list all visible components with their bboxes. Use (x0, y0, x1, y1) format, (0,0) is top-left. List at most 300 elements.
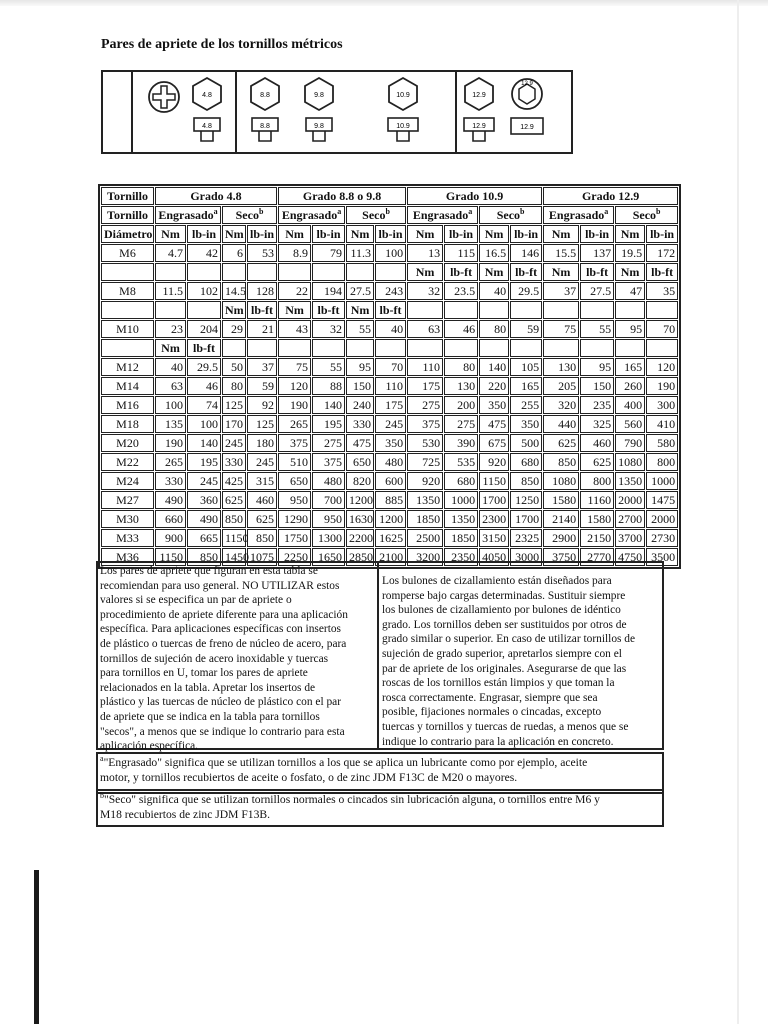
torque-value-cell: 95 (580, 358, 614, 376)
torque-value-cell: 40 (155, 358, 186, 376)
table-header-row (101, 206, 678, 224)
torque-value-cell: 3000 (510, 548, 542, 566)
torque-value-cell: 475 (479, 415, 509, 433)
footnote-seco (96, 789, 664, 827)
torque-value-cell: 235 (580, 396, 614, 414)
torque-value-cell: 900 (155, 529, 186, 547)
scan-left-edge (34, 870, 39, 1024)
socket-bolt-side-icon (509, 116, 545, 138)
torque-value-cell: 275 (407, 396, 443, 414)
torque-value-cell: 560 (615, 415, 645, 433)
torque-value-cell: 255 (510, 396, 542, 414)
unit-cell: Nm (155, 339, 186, 357)
torque-value-cell: 3700 (615, 529, 645, 547)
torque-value-cell: 50 (222, 358, 246, 376)
unit-header: Nm (222, 225, 246, 243)
torque-value-cell: 190 (278, 396, 311, 414)
note-line: de plástico o tuercas de freno de núcleo de acero, para (100, 637, 347, 650)
torque-value-cell (444, 339, 478, 357)
table-row (101, 377, 678, 395)
torque-value-cell: 2850 (346, 548, 374, 566)
torque-value-cell: 850 (187, 548, 221, 566)
bolt-head-mark: 8.8 (260, 92, 270, 99)
torque-value-cell: 95 (346, 358, 374, 376)
nut-mark: 9.8 (314, 123, 324, 130)
torque-value-cell: 70 (375, 358, 406, 376)
torque-value-cell: 350 (510, 415, 542, 433)
torque-value-cell: 74 (187, 396, 221, 414)
unit-header: Nm (543, 225, 579, 243)
torque-value-cell: 110 (375, 377, 406, 395)
torque-value-cell: 1630 (346, 510, 374, 528)
torque-value-cell: 2325 (510, 529, 542, 547)
torque-value-cell: 32 (312, 320, 345, 338)
column-header: Tornillo (101, 206, 154, 224)
condition-label: Engrasado (412, 207, 469, 222)
torque-value-cell (580, 301, 614, 319)
torque-value-cell: 675 (479, 434, 509, 452)
condition-label: Engrasado (281, 207, 338, 222)
unit-header: Nm (346, 225, 374, 243)
nut-mark: 10.9 (396, 123, 410, 130)
bolt-box-divider (235, 72, 237, 152)
torque-value-cell: 580 (646, 434, 678, 452)
torque-value-cell (407, 339, 443, 357)
torque-value-cell: 1000 (444, 491, 478, 509)
diameter-header: Diámetro (101, 225, 154, 243)
torque-value-cell (187, 301, 221, 319)
torque-value-cell: 180 (247, 434, 277, 452)
torque-value-cell: 146 (510, 244, 542, 262)
nut-mark: 8.8 (260, 123, 270, 130)
torque-value-cell: 850 (247, 529, 277, 547)
torque-value-cell: 170 (222, 415, 246, 433)
torque-value-cell: 8.9 (278, 244, 311, 262)
torque-value-cell: 375 (312, 453, 345, 471)
torque-value-cell: 200 (444, 396, 478, 414)
torque-value-cell: 275 (312, 434, 345, 452)
table-row (101, 301, 678, 319)
torque-value-cell: 22 (278, 282, 311, 300)
torque-value-cell: 175 (407, 377, 443, 395)
torque-value-cell: 790 (615, 434, 645, 452)
footnote-mark: a (213, 206, 218, 216)
hex-bolt-head-icon (461, 76, 497, 112)
table-row (101, 282, 678, 300)
torque-value-cell: 2770 (580, 548, 614, 566)
torque-value-cell: 14.5 (222, 282, 246, 300)
torque-value-cell: 665 (187, 529, 221, 547)
socket-head-bolt-icon (509, 76, 545, 112)
torque-value-cell: 1200 (375, 510, 406, 528)
torque-value-cell: 46 (444, 320, 478, 338)
torque-value-cell (510, 301, 542, 319)
torque-value-cell: 42 (187, 244, 221, 262)
torque-value-cell: 195 (312, 415, 345, 433)
note-line: para tornillos en U, tomar los pares de apriete (100, 667, 308, 680)
footnote-mark: b (258, 206, 264, 216)
unit-header: lb-in (312, 225, 345, 243)
torque-value-cell: 43 (278, 320, 311, 338)
torque-value-cell (375, 339, 406, 357)
hex-nut-side-icon (462, 116, 496, 146)
table-row (101, 529, 678, 547)
table-row (101, 244, 678, 262)
torque-value-cell: 920 (407, 472, 443, 490)
torque-value-cell: 850 (543, 453, 579, 471)
torque-value-cell (510, 339, 542, 357)
torque-value-cell (479, 301, 509, 319)
notes-divider (377, 563, 379, 748)
torque-value-cell: 350 (375, 434, 406, 452)
diameter-cell: M8 (101, 282, 154, 300)
scan-right-edge (737, 0, 739, 1024)
condition-header (479, 206, 542, 224)
torque-value-cell: 530 (407, 434, 443, 452)
torque-value-cell: 950 (278, 491, 311, 509)
torque-value-cell: 2300 (479, 510, 509, 528)
unit-cell: Nm (543, 263, 579, 281)
torque-value-cell: 375 (278, 434, 311, 452)
torque-value-cell: 35 (646, 282, 678, 300)
hex-bolt-head-icon (247, 76, 283, 112)
torque-value-cell: 500 (510, 434, 542, 452)
note-line: valores si se especifica un par de apriete o (100, 594, 292, 607)
torque-value-cell: 100 (187, 415, 221, 433)
note-line: aplicación específica. (100, 740, 199, 753)
torque-value-cell: 13 (407, 244, 443, 262)
torque-value-cell: 2250 (278, 548, 311, 566)
bolt-head-mark: 4.8 (202, 92, 212, 99)
unit-cell: Nm (278, 301, 311, 319)
torque-value-cell: 175 (375, 396, 406, 414)
torque-value-cell: 330 (155, 472, 186, 490)
hex-nut-side-icon (192, 116, 222, 146)
torque-value-cell: 1350 (407, 491, 443, 509)
hex-nut-side-icon (250, 116, 280, 146)
diameter-cell: M6 (101, 244, 154, 262)
torque-value-cell: 15.5 (543, 244, 579, 262)
unit-cell: Nm (615, 263, 645, 281)
torque-value-cell: 480 (375, 453, 406, 471)
torque-value-cell (222, 263, 246, 281)
note-line: par de apriete de los originales. Asegurarse de que las (382, 662, 627, 675)
unit-cell: Nm (479, 263, 509, 281)
hex-bolt-head-icon (301, 76, 337, 112)
torque-value-cell: 40 (375, 320, 406, 338)
torque-value-cell: 820 (346, 472, 374, 490)
torque-value-cell: 490 (187, 510, 221, 528)
unit-cell: lb-ft (646, 263, 678, 281)
torque-value-cell: 1075 (247, 548, 277, 566)
torque-value-cell: 3500 (646, 548, 678, 566)
table-row (101, 263, 678, 281)
torque-value-cell: 650 (346, 453, 374, 471)
torque-value-cell: 510 (278, 453, 311, 471)
torque-value-cell: 150 (346, 377, 374, 395)
unit-header: lb-in (444, 225, 478, 243)
table-row (101, 510, 678, 528)
torque-value-cell: 2000 (615, 491, 645, 509)
note-line: de apriete que se indica en la tabla para tornillos (100, 710, 320, 723)
condition-header (346, 206, 406, 224)
note-line: plástico y las tuercas de núcleo de plástico con el par (100, 696, 342, 709)
footnote-text: motor, y tornillos recubiertos de aceite o fosfato, o de zinc JDM F13C de M20 o mayores. (100, 771, 518, 784)
footnote-mark: a (604, 206, 609, 216)
torque-value-cell (615, 339, 645, 357)
torque-value-cell: 195 (187, 453, 221, 471)
footnote-engrasado (96, 752, 664, 794)
diameter-cell (101, 263, 154, 281)
torque-value-cell: 680 (510, 453, 542, 471)
torque-value-cell (155, 301, 186, 319)
torque-value-cell: 80 (222, 377, 246, 395)
torque-value-cell: 1650 (312, 548, 345, 566)
unit-header: Nm (479, 225, 509, 243)
torque-value-cell (247, 263, 277, 281)
condition-header (222, 206, 277, 224)
page-title: Pares de apriete de los tornillos métricos (101, 37, 343, 52)
unit-header: lb-in (187, 225, 221, 243)
footnote-mark: a (468, 206, 473, 216)
torque-value-cell: 800 (646, 453, 678, 471)
torque-value-cell: 440 (543, 415, 579, 433)
footnote-text: "Seco" significa que se utilizan tornillos normales o cincados sin lubricación alguna, o tornillos entre M6 y (104, 793, 600, 806)
torque-value-cell: 1200 (346, 491, 374, 509)
bolt-box-divider (455, 72, 457, 152)
note-line: recomiendan para uso general. NO UTILIZAR estos (100, 579, 340, 592)
grade-header: Grado 12.9 (543, 187, 678, 205)
unit-cell: Nm (346, 301, 374, 319)
torque-value-cell: 115 (444, 244, 478, 262)
torque-value-cell: 2200 (346, 529, 374, 547)
torque-value-cell: 205 (543, 377, 579, 395)
bolt-head-mark: 10.9 (396, 92, 410, 99)
diameter-cell: M36 (101, 548, 154, 566)
nut-mark: 4.8 (202, 123, 212, 130)
unit-header: lb-in (375, 225, 406, 243)
torque-value-cell: 1750 (278, 529, 311, 547)
torque-value-cell: 2100 (375, 548, 406, 566)
footnote-mark: b (520, 206, 525, 216)
grade-header: Grado 8.8 o 9.8 (278, 187, 406, 205)
condition-label: Seco (632, 207, 657, 222)
cross-head-screw-icon (147, 80, 181, 114)
torque-value-cell: 2500 (407, 529, 443, 547)
unit-cell: lb-ft (510, 263, 542, 281)
grade-header: Grado 4.8 (155, 187, 277, 205)
torque-value-cell: 625 (222, 491, 246, 509)
torque-value-cell: 240 (346, 396, 374, 414)
table-row (101, 434, 678, 452)
torque-value-cell (278, 339, 311, 357)
torque-value-cell: 2000 (646, 510, 678, 528)
torque-value-cell: 1000 (646, 472, 678, 490)
torque-value-cell: 55 (580, 320, 614, 338)
torque-value-cell (543, 339, 579, 357)
unit-header: Nm (155, 225, 186, 243)
torque-value-cell: 80 (444, 358, 478, 376)
torque-value-cell: 3200 (407, 548, 443, 566)
torque-value-cell: 140 (187, 434, 221, 452)
torque-value-cell: 245 (222, 434, 246, 452)
torque-value-cell: 1700 (510, 510, 542, 528)
torque-value-cell: 330 (346, 415, 374, 433)
unit-cell: Nm (407, 263, 443, 281)
torque-value-cell (646, 339, 678, 357)
torque-value-cell: 330 (222, 453, 246, 471)
torque-value-cell: 725 (407, 453, 443, 471)
torque-value-cell: 2700 (615, 510, 645, 528)
torque-value-cell: 1080 (615, 453, 645, 471)
diameter-cell: M10 (101, 320, 154, 338)
torque-value-cell: 535 (444, 453, 478, 471)
nut-mark: 12.9 (520, 124, 534, 131)
footnote-mark: b (656, 206, 661, 216)
torque-value-cell (615, 301, 645, 319)
torque-value-cell (375, 263, 406, 281)
note-line: procedimiento de apriete diferente para una aplicación (100, 608, 348, 621)
unit-cell: lb-ft (312, 301, 345, 319)
torque-value-cell: 700 (312, 491, 345, 509)
diameter-cell (101, 301, 154, 319)
torque-value-cell: 47 (615, 282, 645, 300)
torque-value-cell: 190 (155, 434, 186, 452)
torque-value-cell: 265 (278, 415, 311, 433)
torque-value-cell: 360 (187, 491, 221, 509)
note-line: tuercas y tornillos y tuercas de ruedas, a menos que se (382, 720, 629, 733)
torque-value-cell: 850 (222, 510, 246, 528)
torque-value-cell: 172 (646, 244, 678, 262)
note-line: rosca correctamente. Engrasar, siempre que sea (382, 691, 598, 704)
torque-value-cell: 1080 (543, 472, 579, 490)
footnote-mark: a (337, 206, 342, 216)
torque-value-cell: 59 (510, 320, 542, 338)
condition-label: Engrasado (548, 207, 605, 222)
table-header-row (101, 187, 678, 205)
hex-bolt-head-icon (189, 76, 225, 112)
footnote-mark: b (385, 206, 390, 216)
condition-header (155, 206, 221, 224)
torque-value-cell: 650 (278, 472, 311, 490)
note-line: sujeción de grado superior, apretarlos siempre con el (382, 647, 622, 660)
table-units-header-row (101, 225, 678, 243)
torque-value-cell: 4.7 (155, 244, 186, 262)
torque-value-cell: 950 (312, 510, 345, 528)
torque-value-cell: 23 (155, 320, 186, 338)
torque-value-cell: 425 (222, 472, 246, 490)
diameter-cell: M16 (101, 396, 154, 414)
torque-value-cell: 1475 (646, 491, 678, 509)
note-line: relacionados en la tabla. Apretar los insertos de (100, 681, 316, 694)
torque-value-cell: 660 (155, 510, 186, 528)
table-row (101, 415, 678, 433)
note-line: Los pares de apriete que figuran en esta tabla se (100, 565, 318, 577)
torque-value-cell: 128 (247, 282, 277, 300)
note-line: específica. Para aplicaciones específicas con insertos (100, 623, 341, 636)
unit-header: Nm (278, 225, 311, 243)
torque-value-cell: 885 (375, 491, 406, 509)
note-line: posible, fijaciones normales o cincadas, excepto (382, 706, 602, 719)
note-line: romperse bajo cargas determinadas. Sustituir siempre (382, 589, 626, 602)
torque-value-cell: 2150 (580, 529, 614, 547)
torque-value-cell: 350 (479, 396, 509, 414)
torque-value-cell: 100 (375, 244, 406, 262)
torque-value-cell: 21 (247, 320, 277, 338)
torque-value-cell: 1625 (375, 529, 406, 547)
torque-value-cell (187, 263, 221, 281)
torque-value-cell: 3150 (479, 529, 509, 547)
table-row (101, 320, 678, 338)
torque-value-cell: 88 (312, 377, 345, 395)
grade-header: Grado 10.9 (407, 187, 542, 205)
unit-cell: lb-ft (580, 263, 614, 281)
shear-bolt-note (382, 574, 664, 749)
diameter-cell: M33 (101, 529, 154, 547)
unit-header: Nm (407, 225, 443, 243)
torque-value-cell: 120 (278, 377, 311, 395)
torque-value-cell: 130 (444, 377, 478, 395)
torque-value-cell: 1300 (312, 529, 345, 547)
torque-value-cell (155, 263, 186, 281)
torque-value-cell: 4050 (479, 548, 509, 566)
torque-value-cell: 1700 (479, 491, 509, 509)
torque-value-cell: 1150 (155, 548, 186, 566)
torque-value-cell: 63 (407, 320, 443, 338)
torque-value-cell: 475 (346, 434, 374, 452)
torque-value-cell: 40 (479, 282, 509, 300)
torque-value-cell: 53 (247, 244, 277, 262)
diameter-cell: M30 (101, 510, 154, 528)
torque-value-cell: 1580 (580, 510, 614, 528)
torque-value-cell: 1150 (222, 529, 246, 547)
unit-cell: lb-ft (444, 263, 478, 281)
torque-value-cell: 2350 (444, 548, 478, 566)
condition-label: Seco (496, 207, 521, 222)
torque-value-cell: 600 (375, 472, 406, 490)
torque-value-cell: 460 (580, 434, 614, 452)
bolt-head-mark: 12.9 (521, 81, 533, 87)
torque-value-cell: 11.5 (155, 282, 186, 300)
bolt-head-mark: 9.8 (314, 92, 324, 99)
torque-value-cell (580, 339, 614, 357)
general-use-note (100, 564, 376, 754)
torque-value-cell: 102 (187, 282, 221, 300)
torque-value-cell: 460 (247, 491, 277, 509)
unit-header: Nm (615, 225, 645, 243)
torque-value-cell: 850 (510, 472, 542, 490)
torque-value-cell: 29.5 (510, 282, 542, 300)
torque-value-cell: 1150 (479, 472, 509, 490)
torque-value-cell: 390 (444, 434, 478, 452)
torque-value-cell: 165 (615, 358, 645, 376)
torque-value-cell: 16.5 (479, 244, 509, 262)
torque-value-cell: 1290 (278, 510, 311, 528)
torque-value-cell: 2900 (543, 529, 579, 547)
torque-value-cell: 140 (312, 396, 345, 414)
torque-value-cell: 625 (247, 510, 277, 528)
condition-label: Engrasado (158, 207, 214, 222)
torque-value-cell: 490 (155, 491, 186, 509)
torque-value-cell: 375 (407, 415, 443, 433)
note-line: "secos", a menos que se indique lo contrario para esta (100, 725, 345, 738)
unit-header: lb-in (646, 225, 678, 243)
torque-value-cell: 75 (543, 320, 579, 338)
torque-value-cell: 11.3 (346, 244, 374, 262)
torque-value-cell: 245 (247, 453, 277, 471)
condition-header (278, 206, 345, 224)
torque-value-cell (247, 339, 277, 357)
